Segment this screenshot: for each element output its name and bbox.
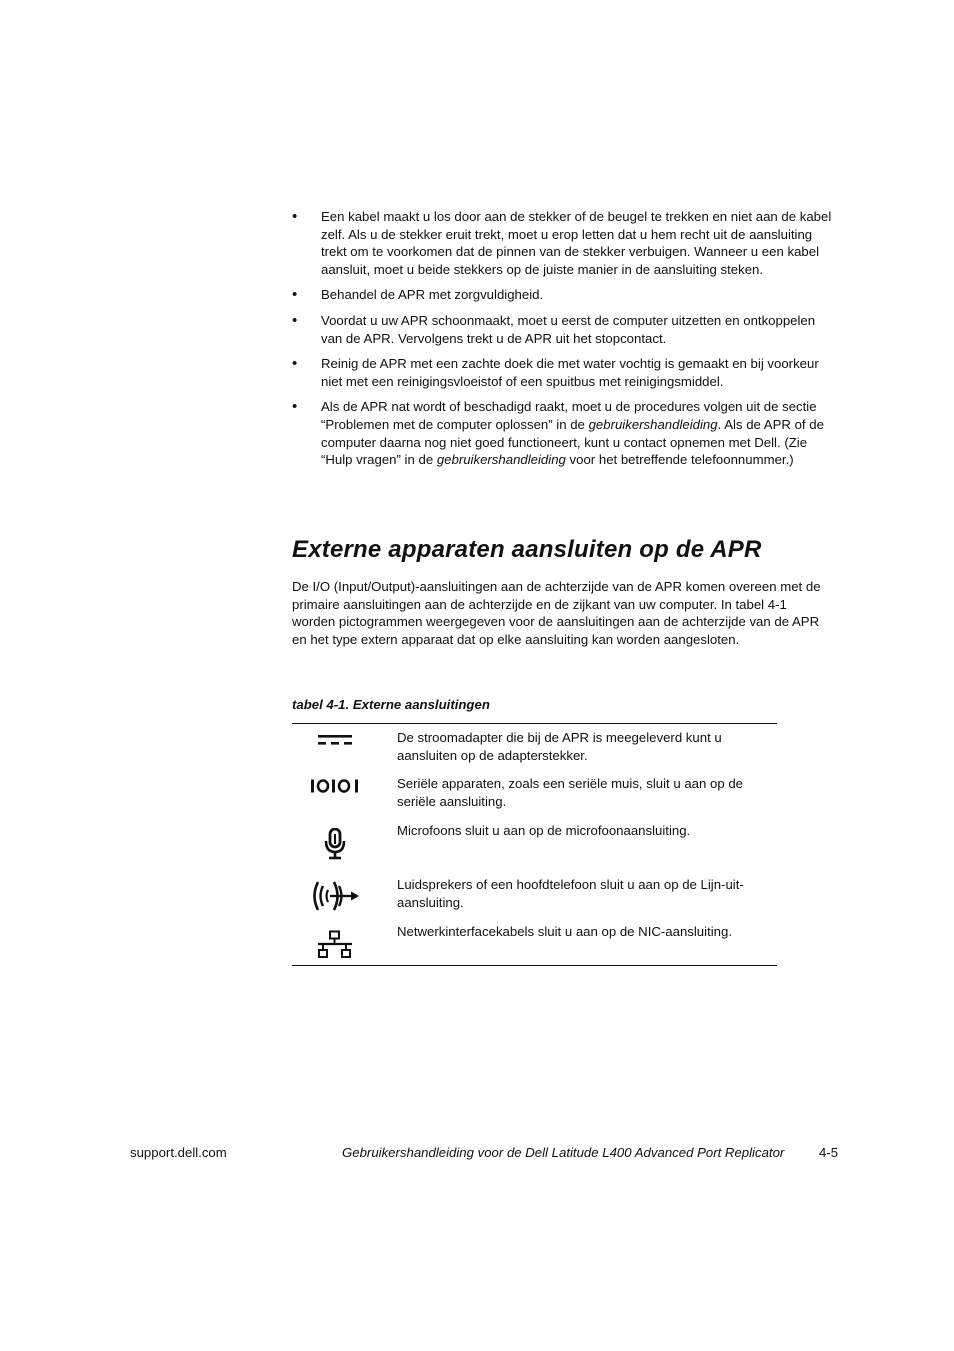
manual-reference: gebruikershandleiding <box>588 416 718 432</box>
footer-website: support.dell.com <box>130 1145 227 1160</box>
list-item: • Reinig de APR met een zachte doek die met water vochtig is gemaakt en bij voorkeur niet met een reinigingsvloeistof of een spuitbus met reinigingsmiddel. <box>292 355 819 389</box>
list-item: • Een kabel maakt u los door aan de stekker of de beugel te trekken en niet aan de kabel zelf. Als u de stekker eruit trekt, moet u erop letten dat u hem recht uit de aansluiting trekt om te voorkomen dat de pinnen van de stekker verbuigen. Wanneer u een kabel aansluit, moet u beide stekkers op de juiste manier in de aansluiting steken. <box>292 208 832 277</box>
table-cell-description: Seriële apparaten, zoals een seriële muis, sluit u aan op de seriële aansluiting. <box>397 776 744 809</box>
bullet-icon: • <box>292 398 298 416</box>
manual-reference: gebruikershandleiding <box>436 452 566 468</box>
line-out-icon <box>310 879 360 913</box>
dc-power-icon <box>310 734 360 746</box>
bullet-icon: • <box>292 286 298 304</box>
table-caption: tabel 4-1. Externe aansluitingen <box>292 697 490 712</box>
list-item: • Voordat u uw APR schoonmaakt, moet u eerst de computer uitzetten en ontkoppelen van de APR. Vervolgens trekt u de APR uit het stopcontact. <box>292 311 816 346</box>
serial-port-icon <box>310 778 360 794</box>
table-cell-description: Microfoons sluit u aan op de microfoonaansluiting. <box>397 823 691 838</box>
list-item: • Als de APR nat wordt of beschadigd raakt, moet u de procedures volgen uit de sectie “Problemen met de computer oplossen” in de gebruikershandleiding. Als de APR of de computer daarna nog niet goed functioneert, kunt u contact opnemen met Dell. (Zie “Hulp vragen” in de gebruikershandleiding voor het betreffende telefoonnummer.) <box>292 398 824 468</box>
footer-manual-title: Gebruikershandleiding voor de Dell Latitude L400 Advanced Port Replicator <box>342 1145 785 1160</box>
bullet-icon: • <box>292 311 298 329</box>
network-icon <box>310 930 360 960</box>
microphone-icon <box>310 828 360 860</box>
table-cell-description: Luidsprekers of een hoofdtelefoon sluit u aan op de Lijn-uit-aansluiting. <box>397 877 744 910</box>
section-heading: Externe apparaten aansluiten op de APR <box>292 536 762 563</box>
table-cell-description: De stroomadapter die bij de APR is meegeleverd kunt u aansluiten op de adapterstekker. <box>397 730 722 763</box>
precaution-list <box>292 208 840 477</box>
list-item: • Behandel de APR met zorgvuldigheid. <box>292 286 544 304</box>
page-number: 4-5 <box>819 1145 839 1160</box>
table-bottom-rule <box>292 965 777 966</box>
bullet-icon: • <box>292 208 298 225</box>
table-top-rule <box>292 723 777 724</box>
intro-paragraph: De I/O (Input/Output)-aansluitingen aan de achterzijde van de APR komen overeen met de primaire aansluitingen aan de achterzijde en de zijkant van uw computer. In tabel 4-1 worden pictogrammen weergegeven voor de aansluitingen aan de achterzijde van de APR en het type extern apparaat dat op elke aansluiting kan worden aangesloten. <box>292 579 821 647</box>
table-cell-description: Netwerkinterfacekabels sluit u aan op de NIC-aansluiting. <box>397 924 732 939</box>
bullet-icon: • <box>292 355 298 373</box>
